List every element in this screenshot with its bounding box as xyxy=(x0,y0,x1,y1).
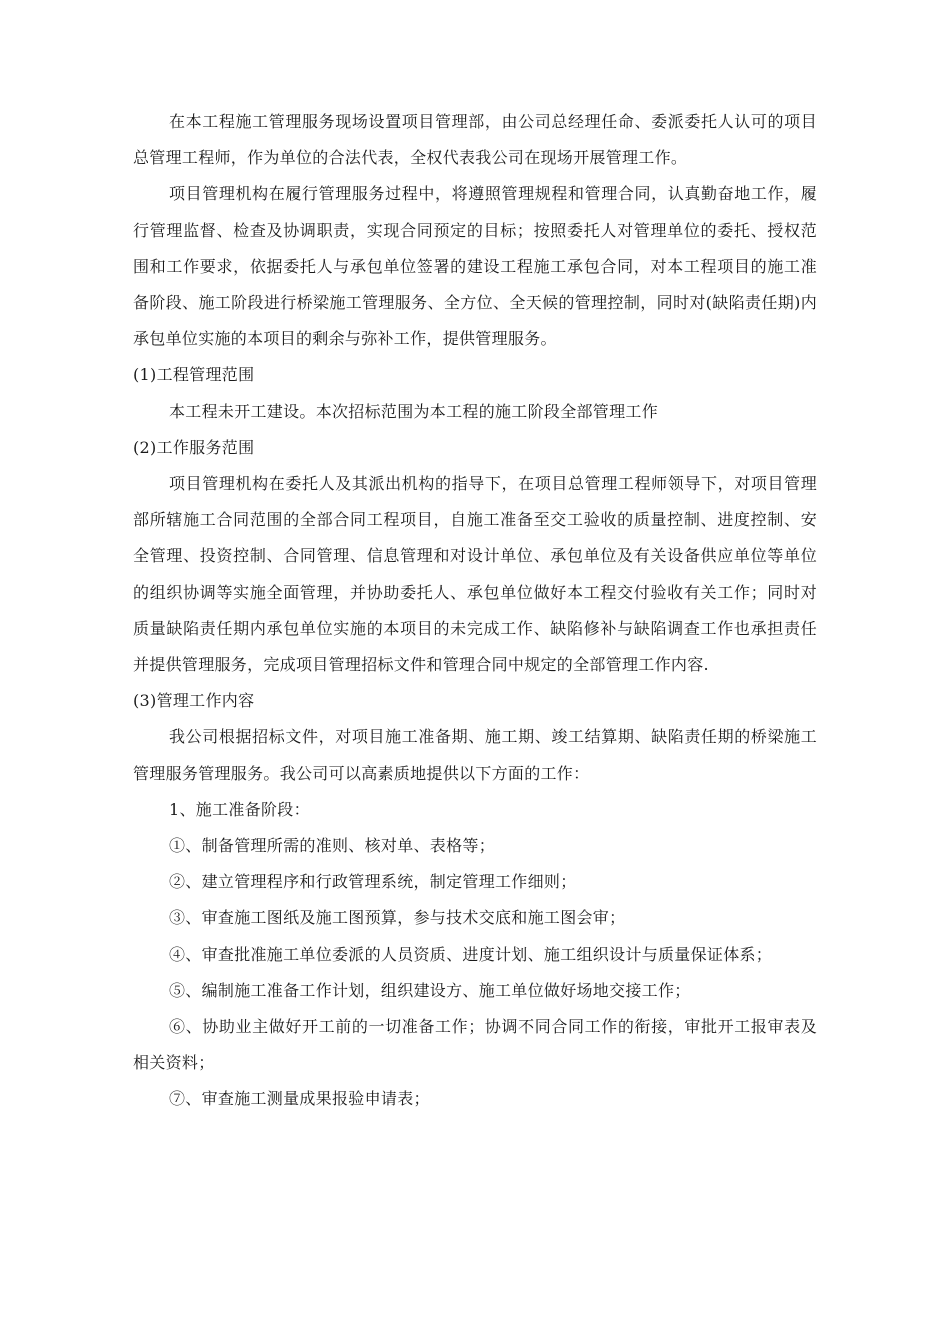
paragraph-work-content: 我公司根据招标文件，对项目施工准备期、施工期、竣工结算期、缺陷责任期的桥梁施工管理服务管理服务。我公司可以高素质地提供以下方面的工作： xyxy=(133,727,817,783)
document-page xyxy=(133,104,817,1118)
heading-service-scope: (2)工作服务范围 xyxy=(133,437,255,457)
list-item-2: ②、建立管理程序和行政管理系统，制定管理工作细则； xyxy=(169,872,577,892)
paragraph-engineering-scope: 本工程未开工建设。本次招标范围为本工程的施工阶段全部管理工作 xyxy=(169,401,659,421)
list-heading-preparation-stage: 1、施工准备阶段： xyxy=(169,799,310,819)
list-item-4: ④、审查批准施工单位委派的人员资质、进度计划、施工组织设计与质量保证体系； xyxy=(169,944,773,964)
list-item-5: ⑤、编制施工准备工作计划，组织建设方、施工单位做好场地交接工作； xyxy=(169,980,691,1000)
list-item-3: ③、审查施工图纸及施工图预算，参与技术交底和施工图会审； xyxy=(169,908,626,928)
paragraph-service-scope: 项目管理机构在委托人及其派出机构的指导下，在项目总管理工程师领导下，对项目管理部所辖施工合同范围的全部合同工程项目，自施工准备至交工验收的质量控制、进度控制、安全管理、投资控制、合同管理、信息管理和对设计单位、承包单位及有关设备供应单位等单位的组织协调等实施全面管理，并协助委托人、承包单位做好本工程交付验收有关工作；同时对质量缺陷责任期内承包单位实施的本项目的未完成工作、缺陷修补与缺陷调查工作也承担责任并提供管理服务，完成项目管理招标文件和管理合同中规定的全部管理工作内容. xyxy=(133,474,817,675)
heading-engineering-scope: (1)工程管理范围 xyxy=(133,365,255,385)
list-item-1: ①、制备管理所需的准则、核对单、表格等； xyxy=(169,836,496,856)
list-item-7: ⑦、审查施工测量成果报验申请表； xyxy=(169,1089,430,1109)
paragraph-management-duties: 项目管理机构在履行管理服务过程中，将遵照管理规程和管理合同，认真勤奋地工作，履行管理监督、检查及协调职责，实现合同预定的目标；按照委托人对管理单位的委托、授权范围和工作要求，依据委托人与承包单位签署的建设工程施工承包合同，对本工程项目的施工准备阶段、施工阶段进行桥梁施工管理服务、全方位、全天候的管理控制，同时对(缺陷责任期)内承包单位实施的本项目的剩余与弥补工作，提供管理服务。 xyxy=(133,184,817,349)
list-item-6: ⑥、协助业主做好开工前的一切准备工作；协调不同合同工作的衔接，审批开工报审表及相关资料； xyxy=(133,1017,817,1073)
heading-work-content: (3)管理工作内容 xyxy=(133,691,255,711)
paragraph-project-department: 在本工程施工管理服务现场设置项目管理部，由公司总经理任命、委派委托人认可的项目总管理工程师，作为单位的合法代表，全权代表我公司在现场开展管理工作。 xyxy=(133,112,817,168)
